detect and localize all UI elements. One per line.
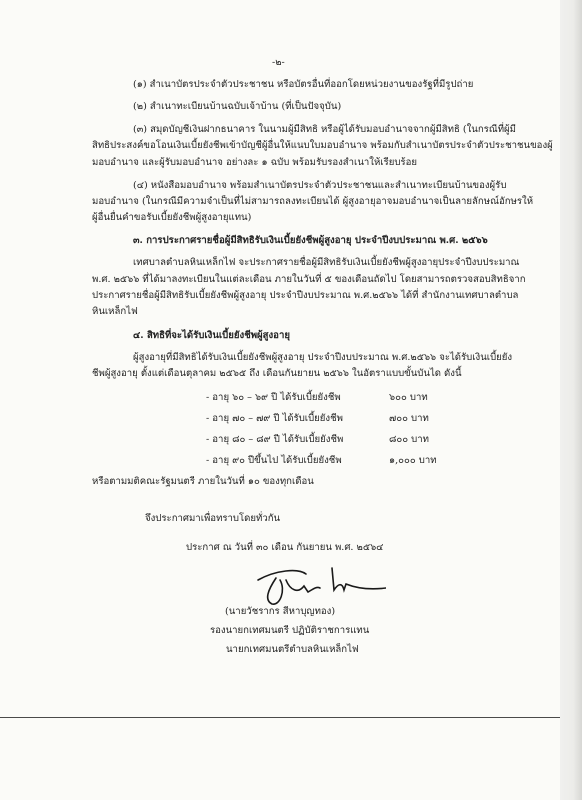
section-3-heading: ๓. การประกาศรายชื่อผู้มีสิทธิรับเงินเบี้ยยังชีพผู้สูงอายุ ประจำปีงบประมาณ พ.ศ. ๒๕๖๖	[133, 235, 488, 246]
signer-position-1: รองนายกเทศมนตรี ปฏิบัติราชการแทน	[210, 625, 370, 636]
item-3-line-3: มอบอำนาจ และผู้รับมอบอำนาจ อย่างละ ๑ ฉบับ พร้อมรับรองสำเนาให้เรียบร้อย	[92, 157, 417, 168]
section-4-line-1: ผู้สูงอายุที่มีสิทธิได้รับเงินเบี้ยยังชีพผู้สูงอายุ ประจำปีงบประมาณ พ.ศ.๒๕๖๖ จะได้รับเงินเบี้ยยัง	[133, 352, 513, 363]
item-2: (๒) สำเนาทะเบียนบ้านฉบับเจ้าบ้าน (ที่เป็นปัจจุบัน)	[133, 101, 342, 112]
signature-image	[246, 560, 386, 606]
rate-age-3: - อายุ ๘๐ – ๘๙ ปี ได้รับเบี้ยยังชีพ	[206, 434, 344, 445]
rate-age-1: - อายุ ๖๐ – ๖๙ ปี ได้รับเบี้ยยังชีพ	[206, 392, 341, 403]
item-3-line-2: สิทธิประสงค์ขอโอนเงินเบี้ยยังชีพเข้าบัญชีผู้อื่นให้แนบใบมอบอำนาจ พร้อมกับสำเนาบัตรประจำตัวประชาชนของผู้	[92, 140, 553, 151]
signer-position-2: นายกเทศมนตรีตำบลหินเหล็กไฟ	[226, 644, 359, 655]
section-4-line-2: ชีพผู้สูงอายุ ตั้งแต่เดือนตุลาคม ๒๕๖๕ ถึง เดือนกันยายน ๒๕๖๖ ในอัตราแบบขั้นบันได ดังนี้	[92, 368, 462, 379]
rate-age-4: - อายุ ๙๐ ปีขึ้นไป ได้รับเบี้ยยังชีพ	[206, 455, 342, 466]
section-3-line-4: หินเหล็กไฟ	[92, 306, 138, 317]
section-3-line-2: พ.ศ. ๒๕๖๖ ที่ได้มาลงทะเบียนในแต่ละเดือน ภายในวันที่ ๕ ของเดือนถัดไป โดยสามารถตรวจสอบสิทธิจาก	[92, 274, 526, 285]
closing-line: จึงประกาศมาเพื่อทราบโดยทั่วกัน	[145, 513, 281, 524]
section-3-line-3: ประกาศรายชื่อผู้มีสิทธิรับเบี้ยยังชีพผู้สูงอายุ ประจำปีงบประมาณ พ.ศ.๒๕๖๖ ได้ที่ สำนักงานเทศบาลตำบล	[92, 290, 519, 301]
rate-amount-2: ๗๐๐ บาท	[389, 413, 429, 424]
announce-date: ประกาศ ณ วันที่ ๓๐ เดือน กันยายน พ.ศ. ๒๕๖๔	[186, 542, 384, 553]
page-number: -๒-	[272, 57, 285, 68]
item-4-line-3: ผู้อื่นยื่นคำขอรับเบี้ยยังชีพผู้สูงอายุแทน)	[92, 212, 252, 223]
rate-amount-4: ๑,๐๐๐ บาท	[389, 455, 437, 466]
item-3: (๓) สมุดบัญชีเงินฝากธนาคาร ในนามผู้มีสิทธิ หรือผู้ได้รับมอบอำนาจจากผู้มีสิทธิ (ในกรณีที่ผู้มี	[133, 124, 516, 135]
rate-age-2: - อายุ ๗๐ – ๗๙ ปี ได้รับเบี้ยยังชีพ	[206, 413, 343, 424]
rate-amount-3: ๘๐๐ บาท	[389, 434, 429, 445]
scan-edge	[560, 0, 582, 800]
item-4-line-2: มอบอำนาจ (ในกรณีมีความจำเป็นที่ไม่สามารถลงทะเบียนได้ ผู้สูงอายุอาจมอบอำนาจเป็นลายลักษณ์อักษรให้	[92, 196, 534, 207]
rate-amount-1: ๖๐๐ บาท	[389, 392, 428, 403]
section-4-tail: หรือตามมติคณะรัฐมนตรี ภายในวันที่ ๑๐ ของทุกเดือน	[92, 476, 314, 487]
section-4-heading: ๔. สิทธิที่จะได้รับเงินเบี้ยยังชีพผู้สูงอายุ	[133, 330, 290, 341]
section-3-line-1: เทศบาลตำบลหินเหล็กไฟ จะประกาศรายชื่อผู้มีสิทธิรับเงินเบี้ยยังชีพผู้สูงอายุประจำปีงบประมาณ	[133, 257, 520, 268]
footer-divider	[0, 717, 560, 718]
item-1: (๑) สำเนาบัตรประจำตัวประชาชน หรือบัตรอื่นที่ออกโดยหน่วยงานของรัฐที่มีรูปถ่าย	[133, 79, 474, 90]
item-4: (๔) หนังสือมอบอำนาจ พร้อมสำเนาบัตรประจำตัวประชาชนและสำเนาทะเบียนบ้านของผู้รับ	[133, 180, 507, 191]
signer-name: (นายวัชรากร สีหาบุญทอง)	[225, 606, 336, 617]
